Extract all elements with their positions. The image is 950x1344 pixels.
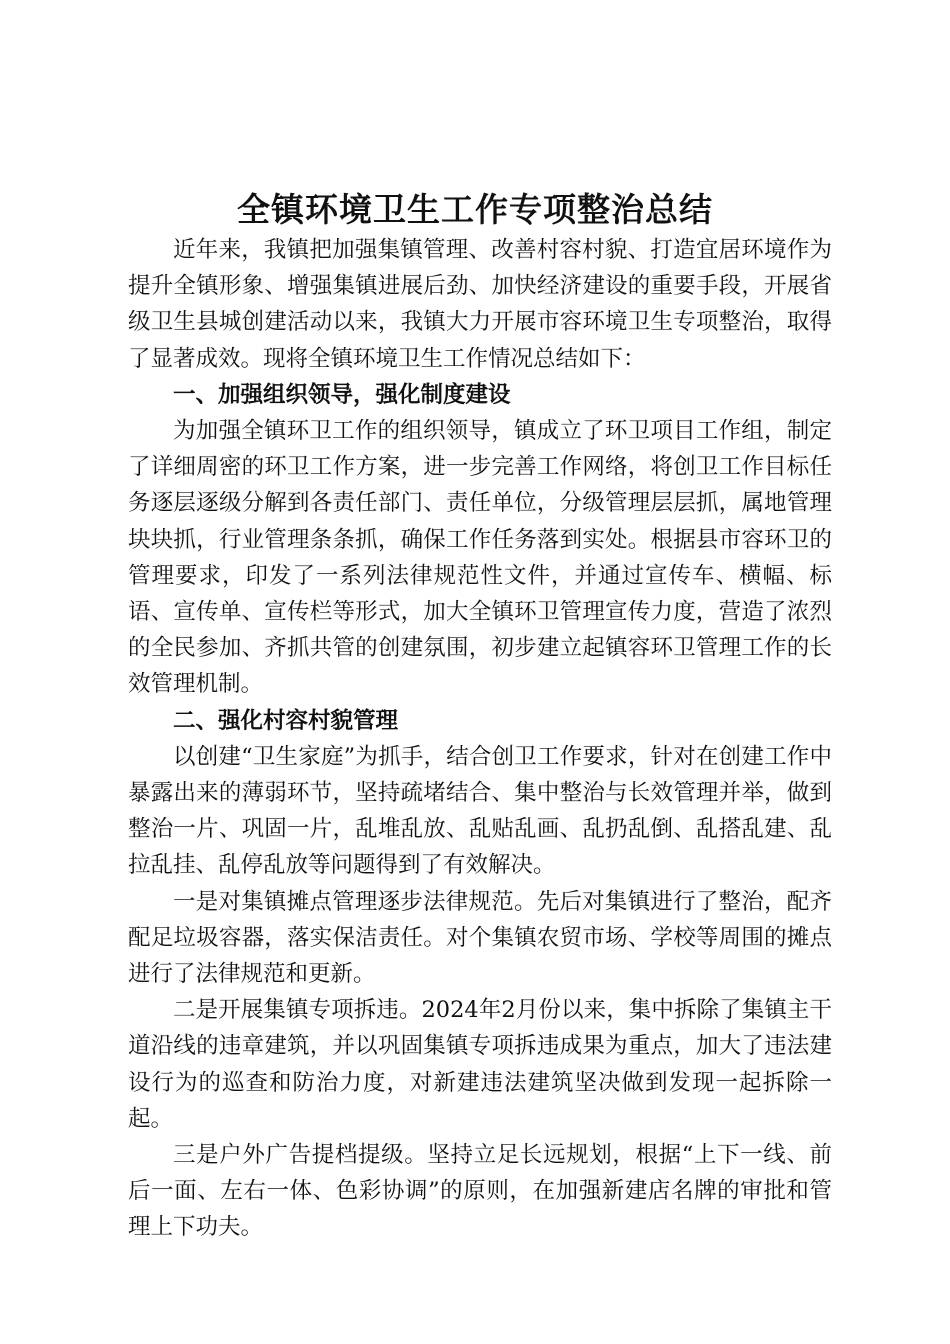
paragraph-outdoor-advertising: 三是户外广告提档提级。坚持立足长远规划，根据“上下一线、前后一面、左右一体、色彩协调”的原则，在加强新建店名牌的审批和管理上下功夫。 <box>128 1142 832 1241</box>
section-heading-1: 一、加强组织领导，强化制度建设 <box>173 381 511 408</box>
paragraph-illegal-demolition: 二是开展集镇专项拆违。2024年2月份以来，集中拆除了集镇主干道沿线的违章建筑，并以巩固集镇专项拆违成果为重点，加大了违法建设行为的巡查和防治力度，对新建违法建筑坚决做到发现一起拆除一起。 <box>128 997 832 1132</box>
paragraph-village-appearance: 以创建“卫生家庭”为抓手，结合创卫工作要求，针对在创建工作中暴露出来的薄弱环节，坚持疏堵结合、集中整治与长效管理并举，做到整治一片、巩固一片，乱堆乱放、乱贴乱画、乱扔乱倒、乱搭乱建、乱拉乱挂、乱停乱放等问题得到了有效解决。 <box>128 743 832 879</box>
paragraph-organization: 为加强全镇环卫工作的组织领导，镇成立了环卫项目工作组，制定了详细周密的环卫工作方案，进一步完善工作网络，将创卫工作目标任务逐层逐级分解到各责任部门、责任单位，分级管理层层抓，属地管理块块抓，行业管理条条抓，确保工作任务落到实处。根据县市容环卫的管理要求，印发了一系列法律规范性文件，并通过宣传车、横幅、标语、宣传单、宣传栏等形式，加大全镇环卫管理宣传力度，营造了浓烈的全民参加、齐抓共管的创建氛围，初步建立起镇容环卫管理工作的长效管理机制。 <box>128 418 832 698</box>
section-heading-2: 二、强化村容村貌管理 <box>173 707 399 734</box>
document-body <box>128 232 832 1246</box>
paragraph-stall-management: 一是对集镇摊点管理逐步法律规范。先后对集镇进行了整治，配齐配足垃圾容器，落实保洁责任。对个集镇农贸市场、学校等周围的摊点进行了法律规范和更新。 <box>128 888 832 988</box>
paragraph-intro: 近年来，我镇把加强集镇管理、改善村容村貌、打造宜居环境作为提升全镇形象、增强集镇进展后劲、加快经济建设的重要手段，开展省级卫生县城创建活动以来，我镇大力开展市容环境卫生专项整治，取得了显著成效。现将全镇环境卫生工作情况总结如下： <box>128 237 832 372</box>
document-title: 全镇环境卫生工作专项整治总结 <box>237 190 713 229</box>
